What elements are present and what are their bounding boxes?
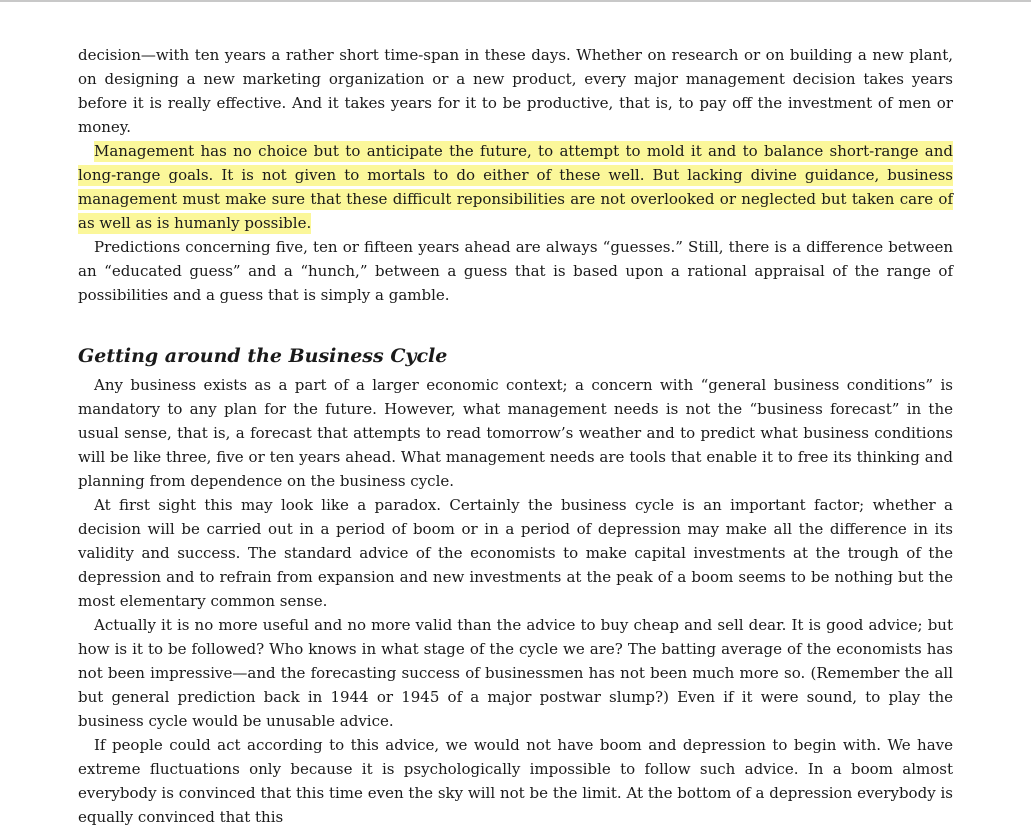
section-heading: Getting around the Business Cycle: [78, 345, 448, 367]
top-divider: [0, 0, 1031, 2]
paragraph[interactable]: [78, 613, 953, 733]
paragraph[interactable]: [78, 235, 953, 307]
paragraph-text: At first sight this may look like a paradox. Certainly the business cycle is an important factor; whether a decision will be carried out in a period of boom or in a period of depression may make all the difference in its validity and success. The standard advice of the economists to make capital investments at the trough of the depression and to refrain from expansion and new investments at the peak of a boom seems to be nothing but the most elementary common sense.: [78, 496, 953, 610]
paragraph-text: If people could act according to this advice, we would not have boom and depression to begin with. We have extreme fluctuations only because it is psychologically impossible to follow such advice. In a boom almost everybody is convinced that this time even the sky will not be the limit. At the bottom of a depression everybody is equally convinced that this: [78, 736, 953, 826]
document-page: [78, 43, 953, 829]
paragraph-text: Predictions concerning five, ten or fifteen years ahead are always “guesses.” Still, there is a difference between an “educated guess” and a “hunch,” between a guess that is based upon a rational appraisal of the range of possibilities and a guess that is simply a gamble.: [78, 238, 953, 304]
paragraph[interactable]: [78, 733, 953, 829]
paragraph[interactable]: [78, 373, 953, 493]
highlight-mark: Management has no choice but to anticipate the future, to attempt to mold it and to balance short-range and long-range goals. It is not given to mortals to do either of these well. But lacking divine guidance, business management must make sure that these difficult reponsibilities are not overlooked or neglected but taken care of as well as is humanly possible.: [78, 142, 953, 232]
highlighted-paragraph[interactable]: [78, 139, 953, 235]
paragraph-continuation[interactable]: [78, 43, 953, 139]
paragraph-text: decision—with ten years a rather short time-span in these days. Whether on research or on building a new plant, on designing a new marketing organization or a new product, every major management decision takes years before it is really effective. And it takes years for it to be productive, that is, to pay off the investment of men or money.: [78, 46, 953, 136]
paragraph-text: Any business exists as a part of a larger economic context; a concern with “general business conditions” is mandatory to any plan for the future. However, what management needs is not the “business forecast” in the usual sense, that is, a forecast that attempts to read tomorrow’s weather and to predict what business conditions will be like three, five or ten years ahead. What management needs are tools that enable it to free its thinking and planning from dependence on the business cycle.: [78, 376, 953, 490]
paragraph[interactable]: [78, 493, 953, 613]
paragraph-text: Actually it is no more useful and no more valid than the advice to buy cheap and sell dear. It is good advice; but how is it to be followed? Who knows in what stage of the cycle we are? The batting average of the economists has not been impressive—and the forecasting success of businessmen has not been much more so. (Remember the all but general prediction back in 1944 or 1945 of a major postwar slump?) Even if it were sound, to play the business cycle would be unusable advice.: [78, 616, 953, 730]
